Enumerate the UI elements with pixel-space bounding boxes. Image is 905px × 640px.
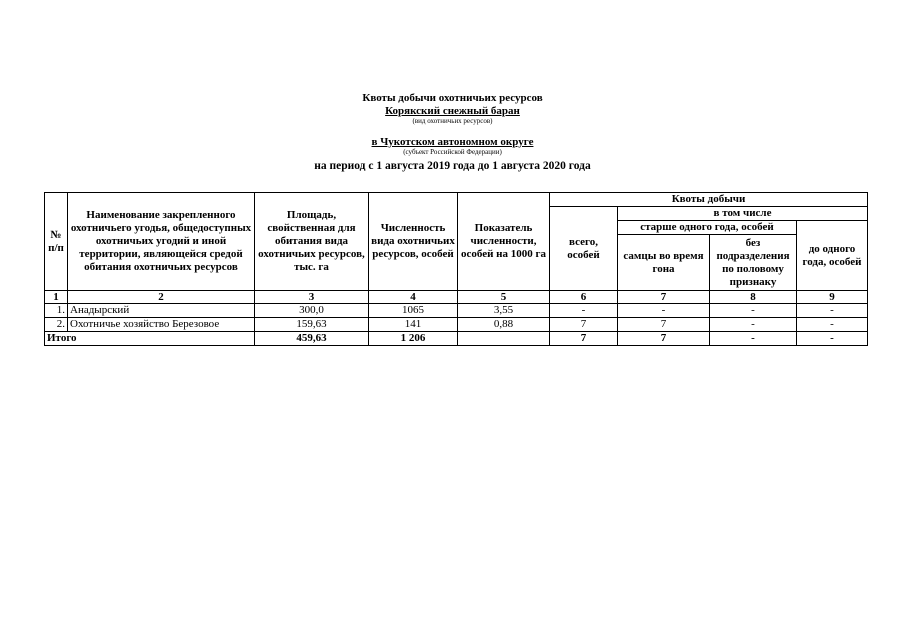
col-number: 7 [618, 291, 710, 304]
header-including: в том числе [618, 207, 868, 221]
row-young: - [797, 318, 868, 332]
header-total: всего, особей [550, 207, 618, 291]
header-nosex: без подразделения по половому признаку [710, 235, 797, 291]
header-quotas: Квоты добычи [550, 193, 868, 207]
resource-note: (вид охотничьих ресурсов) [412, 117, 493, 125]
row-density: 3,55 [458, 304, 550, 318]
document-title: Квоты добычи охотничьих ресурсов [362, 92, 543, 104]
row-males: - [618, 304, 710, 318]
row-density: 0,88 [458, 318, 550, 332]
row-total: 7 [550, 318, 618, 332]
totals-count: 1 206 [369, 332, 458, 346]
header-density: Показатель численности, особей на 1000 га [458, 193, 550, 291]
row-area: 159,63 [255, 318, 369, 332]
totals-area: 459,63 [255, 332, 369, 346]
header-older: старше одного года, особей [618, 221, 797, 235]
row-total: - [550, 304, 618, 318]
col-number: 9 [797, 291, 868, 304]
row-count: 141 [369, 318, 458, 332]
col-number: 3 [255, 291, 369, 304]
totals-nosex: - [710, 332, 797, 346]
row-area: 300,0 [255, 304, 369, 318]
totals-total: 7 [550, 332, 618, 346]
totals-males: 7 [618, 332, 710, 346]
totals-row [45, 332, 868, 346]
row-nosex: - [710, 318, 797, 332]
header-count: Численность вида охотничьих ресурсов, особей [369, 193, 458, 291]
header-num: № п/п [45, 193, 68, 291]
row-males: 7 [618, 318, 710, 332]
row-young: - [797, 304, 868, 318]
row-count: 1065 [369, 304, 458, 318]
col-number: 5 [458, 291, 550, 304]
region-name: в Чукотском автономном округе [371, 136, 534, 148]
header-name: Наименование закрепленного охотничьего угодья, общедоступных охотничьих угодий и иной территории, являющейся средой обитания охотничьих ресурсов [68, 193, 255, 291]
period-line: на период с 1 августа 2019 года до 1 августа 2020 года [314, 160, 591, 172]
row-name: Анадырский [68, 304, 255, 318]
col-number: 8 [710, 291, 797, 304]
region-note: (субъект Российской Федерации) [403, 148, 502, 156]
column-number-row [45, 291, 868, 304]
document-header [0, 92, 905, 173]
header-young: до одного года, особей [797, 221, 868, 291]
col-number: 2 [68, 291, 255, 304]
totals-young: - [797, 332, 868, 346]
col-number: 6 [550, 291, 618, 304]
quota-table [44, 192, 868, 346]
header-males: самцы во время гона [618, 235, 710, 291]
row-nosex: - [710, 304, 797, 318]
totals-density [458, 332, 550, 346]
col-number: 1 [45, 291, 68, 304]
resource-name: Корякский снежный баран [385, 105, 520, 117]
table-row [45, 304, 868, 318]
totals-label: Итого [45, 332, 255, 346]
row-num: 2. [45, 318, 68, 332]
header-area: Площадь, свойственная для обитания вида охотничьих ресурсов, тыс. га [255, 193, 369, 291]
row-name: Охотничье хозяйство Березовое [68, 318, 255, 332]
col-number: 4 [369, 291, 458, 304]
row-num: 1. [45, 304, 68, 318]
table-row [45, 318, 868, 332]
